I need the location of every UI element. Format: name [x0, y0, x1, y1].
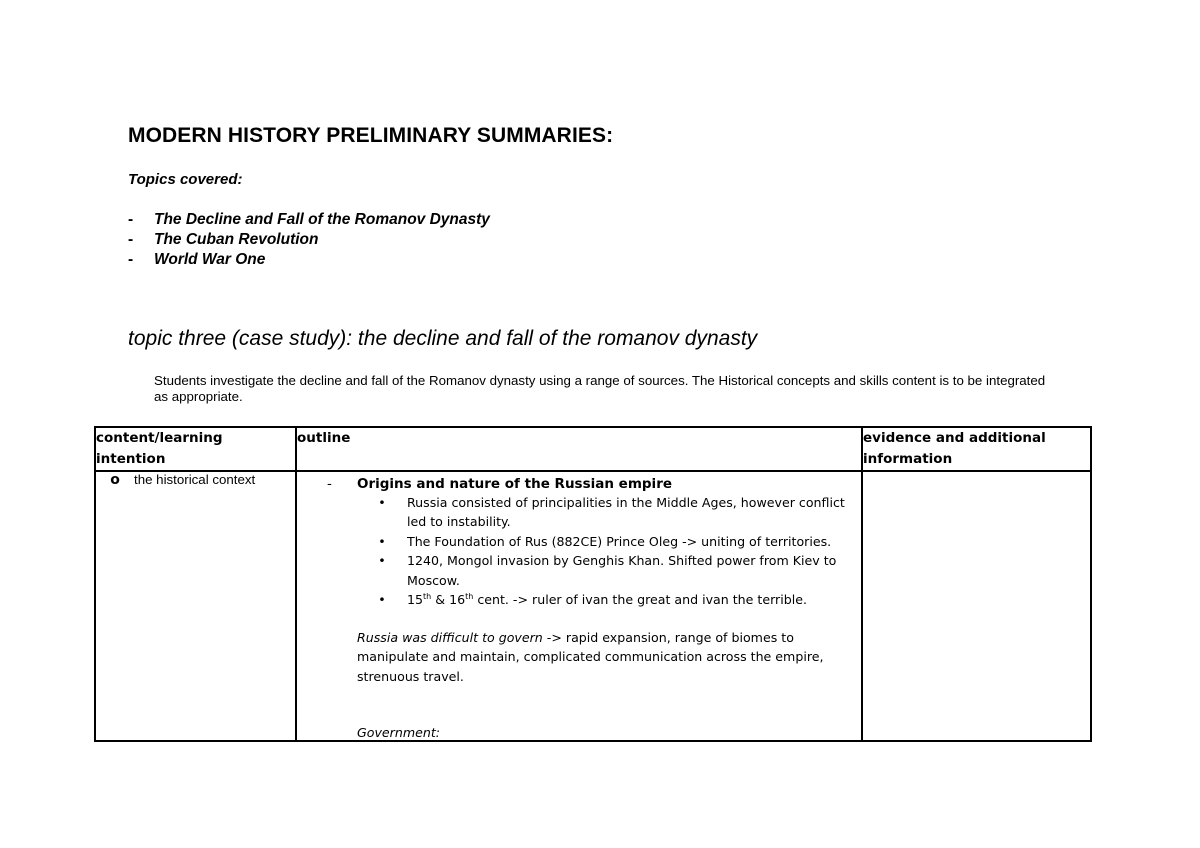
topic-item — [128, 210, 490, 230]
topic-label: The Decline and Fall of the Romanov Dynasty — [154, 211, 490, 228]
section-heading: topic three (case study): the decline and fall of the romanov dynasty — [128, 327, 758, 350]
dash-bullet: - — [128, 211, 134, 228]
outline-paragraph: Russia was difficult to govern -> rapid expansion, range of biomes to manipulate and maintain, complicated communication across the empire, strenuous travel. — [357, 630, 824, 684]
intro-paragraph: Students investigate the decline and fall of the Romanov dynasty using a range of sources. The Historical concepts and skills content is to be integrated as appropriate. — [154, 373, 1046, 404]
bullet-text: Russia consisted of principalities in the Middle Ages, however conflict led to instability. — [407, 495, 845, 530]
header-outline: outline — [296, 427, 862, 471]
table-row — [95, 471, 1091, 741]
bullet-dot-icon: • — [378, 533, 386, 549]
topic-item — [128, 230, 490, 250]
government-label: Government: — [357, 725, 441, 740]
content-text: the historical context — [134, 472, 256, 487]
dash-bullet: - — [128, 251, 134, 268]
topic-item — [128, 250, 490, 270]
topics-heading: Topics covered: — [128, 171, 243, 188]
list-item — [377, 590, 847, 609]
bullet-text: The Foundation of Rus (882CE) Prince Oleg -> uniting of territories. — [407, 533, 832, 549]
bullet-dot-icon: • — [378, 495, 386, 510]
topics-list — [128, 210, 490, 270]
list-item — [377, 551, 847, 590]
content-cell — [95, 471, 296, 741]
table-header-row — [95, 427, 1091, 471]
topic-label: World War One — [154, 251, 266, 268]
list-item — [377, 532, 847, 551]
topic-label: The Cuban Revolution — [154, 231, 319, 248]
summary-table — [94, 426, 1092, 742]
outline-heading — [327, 475, 672, 493]
header-evidence: evidence and additional information — [862, 427, 1091, 471]
header-content-learning: content/learning intention — [95, 427, 296, 471]
content-item — [96, 472, 295, 488]
document-title: MODERN HISTORY PRELIMINARY SUMMARIES: — [128, 124, 614, 147]
outline-content — [297, 472, 861, 738]
bullet-dot-icon: • — [378, 592, 386, 608]
dash-bullet: - — [128, 231, 134, 248]
outline-heading-text: Origins and nature of the Russian empire — [357, 476, 673, 492]
bullet-text: 15th & 16th cent. -> ruler of ivan the great and ivan the terrible. — [407, 591, 807, 608]
dash-bullet: - — [327, 476, 332, 492]
evidence-cell — [862, 471, 1091, 741]
list-item — [377, 493, 847, 532]
outline-bullets — [377, 493, 847, 609]
bullet-text: 1240, Mongol invasion by Genghis Khan. Shifted power from Kiev to Moscow. — [407, 553, 837, 588]
outline-cell — [296, 471, 862, 741]
bullet-dot-icon: • — [378, 553, 386, 569]
circle-bullet-icon: o — [110, 472, 120, 488]
